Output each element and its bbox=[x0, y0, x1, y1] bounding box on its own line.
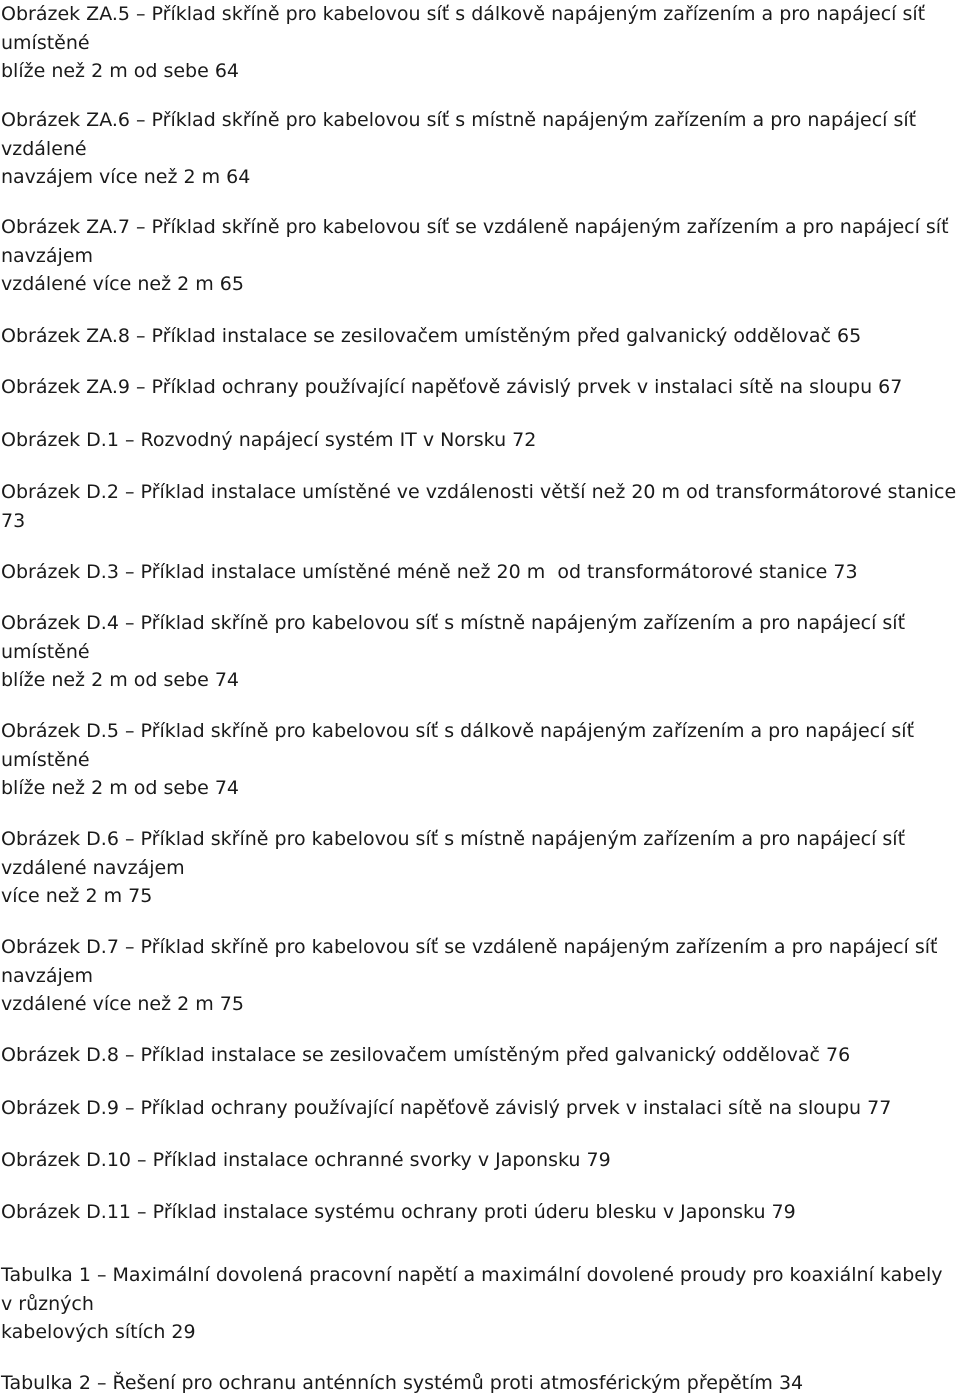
list-item-figure-d5 bbox=[1, 717, 959, 803]
entry-line: Obrázek D.6 – Příklad skříně pro kabelovou síť s místně napájeným zařízením a pro napájecí síť bbox=[1, 828, 906, 850]
list-item-figure-d3 bbox=[1, 558, 959, 587]
entry-line: Obrázek D.8 – Příklad instalace se zesilovačem umístěným před galvanický oddělovač 76 bbox=[1, 1044, 851, 1066]
list-item-figure-d7 bbox=[1, 933, 959, 1019]
entry-line: Obrázek D.2 – Příklad instalace umístěné ve vzdálenosti větší než 20 m od transformátorové stanice bbox=[1, 481, 957, 503]
entry-line: Obrázek D.11 – Příklad instalace systému ochrany proti úderu blesku v Japonsku 79 bbox=[1, 1201, 796, 1223]
entry-line: Obrázek D.4 – Příklad skříně pro kabelovou síť s místně napájeným zařízením a pro napájecí síť bbox=[1, 612, 906, 634]
entry-line: Obrázek ZA.8 – Příklad instalace se zesilovačem umístěným před galvanický oddělovač 65 bbox=[1, 325, 862, 347]
list-item-figure-za9 bbox=[1, 373, 959, 402]
entry-line: navzájem více než 2 m 64 bbox=[1, 166, 251, 188]
entry-line: Tabulka 2 – Řešení pro ochranu anténních systémů proti atmosférickým přepětím 34 bbox=[1, 1372, 804, 1394]
entry-line: blíže než 2 m od sebe 74 bbox=[1, 669, 240, 691]
entry-line: navzájem bbox=[1, 244, 94, 267]
list-item-figure-za5 bbox=[1, 0, 959, 86]
entry-line: navzájem bbox=[1, 964, 94, 987]
entry-line: Obrázek ZA.6 – Příklad skříně pro kabelovou síť s místně napájeným zařízením a pro napájecí síť bbox=[1, 109, 917, 131]
list-item-figure-za7 bbox=[1, 213, 959, 299]
list-item-table-2 bbox=[1, 1369, 959, 1398]
entry-line: v různých bbox=[1, 1292, 94, 1315]
list-item-figure-d8 bbox=[1, 1041, 959, 1070]
list-item-figure-za6 bbox=[1, 106, 959, 192]
entry-line: vzdálené navzájem bbox=[1, 856, 185, 879]
entry-line: Obrázek ZA.9 – Příklad ochrany používající napěťově závislý prvek v instalaci sítě na sloupu 67 bbox=[1, 376, 903, 398]
entry-line: vzdálené bbox=[1, 137, 87, 160]
list-item-figure-d10 bbox=[1, 1146, 959, 1175]
list-item-figure-d11 bbox=[1, 1198, 959, 1227]
list-item-figure-d2 bbox=[1, 478, 959, 535]
entry-line: Obrázek ZA.5 – Příklad skříně pro kabelovou síť s dálkově napájeným zařízením a pro napájecí síť bbox=[1, 3, 926, 25]
entry-line: Tabulka 1 – Maximální dovolená pracovní napětí a maximální dovolené proudy pro koaxiální kabely bbox=[1, 1264, 943, 1286]
entry-line: 73 bbox=[1, 509, 26, 532]
list-of-figures-and-tables bbox=[1, 0, 959, 1396]
entry-line: Obrázek D.3 – Příklad instalace umístěné méně než 20 m od transformátorové stanice 73 bbox=[1, 561, 858, 583]
entry-line: umístěné bbox=[1, 748, 90, 771]
entry-line: více než 2 m 75 bbox=[1, 885, 153, 907]
list-item-figure-d9 bbox=[1, 1094, 959, 1123]
entry-line: blíže než 2 m od sebe 74 bbox=[1, 777, 240, 799]
entry-line: kabelových sítích 29 bbox=[1, 1321, 196, 1343]
list-item-figure-d4 bbox=[1, 609, 959, 695]
entry-line: Obrázek D.1 – Rozvodný napájecí systém IT v Norsku 72 bbox=[1, 429, 537, 451]
list-item-figure-d1 bbox=[1, 426, 959, 455]
entry-line: Obrázek D.9 – Příklad ochrany používající napěťově závislý prvek v instalaci sítě na sloupu 77 bbox=[1, 1097, 892, 1119]
entry-line: Obrázek ZA.7 – Příklad skříně pro kabelovou síť se vzdáleně napájeným zařízením a pro napájecí síť bbox=[1, 216, 949, 238]
list-item-figure-za8 bbox=[1, 322, 959, 351]
entry-line: blíže než 2 m od sebe 64 bbox=[1, 60, 240, 82]
entry-line: vzdálené více než 2 m 65 bbox=[1, 273, 244, 295]
entry-line: Obrázek D.7 – Příklad skříně pro kabelovou síť se vzdáleně napájeným zařízením a pro napájecí síť bbox=[1, 936, 938, 958]
entry-line: Obrázek D.10 – Příklad instalace ochranné svorky v Japonsku 79 bbox=[1, 1149, 611, 1171]
list-item-figure-d6 bbox=[1, 825, 959, 911]
entry-line: Obrázek D.5 – Příklad skříně pro kabelovou síť s dálkově napájeným zařízením a pro napájecí síť bbox=[1, 720, 915, 742]
entry-line: umístěné bbox=[1, 640, 90, 663]
list-item-table-1 bbox=[1, 1261, 959, 1347]
entry-line: vzdálené více než 2 m 75 bbox=[1, 993, 244, 1015]
entry-line: umístěné bbox=[1, 31, 90, 54]
